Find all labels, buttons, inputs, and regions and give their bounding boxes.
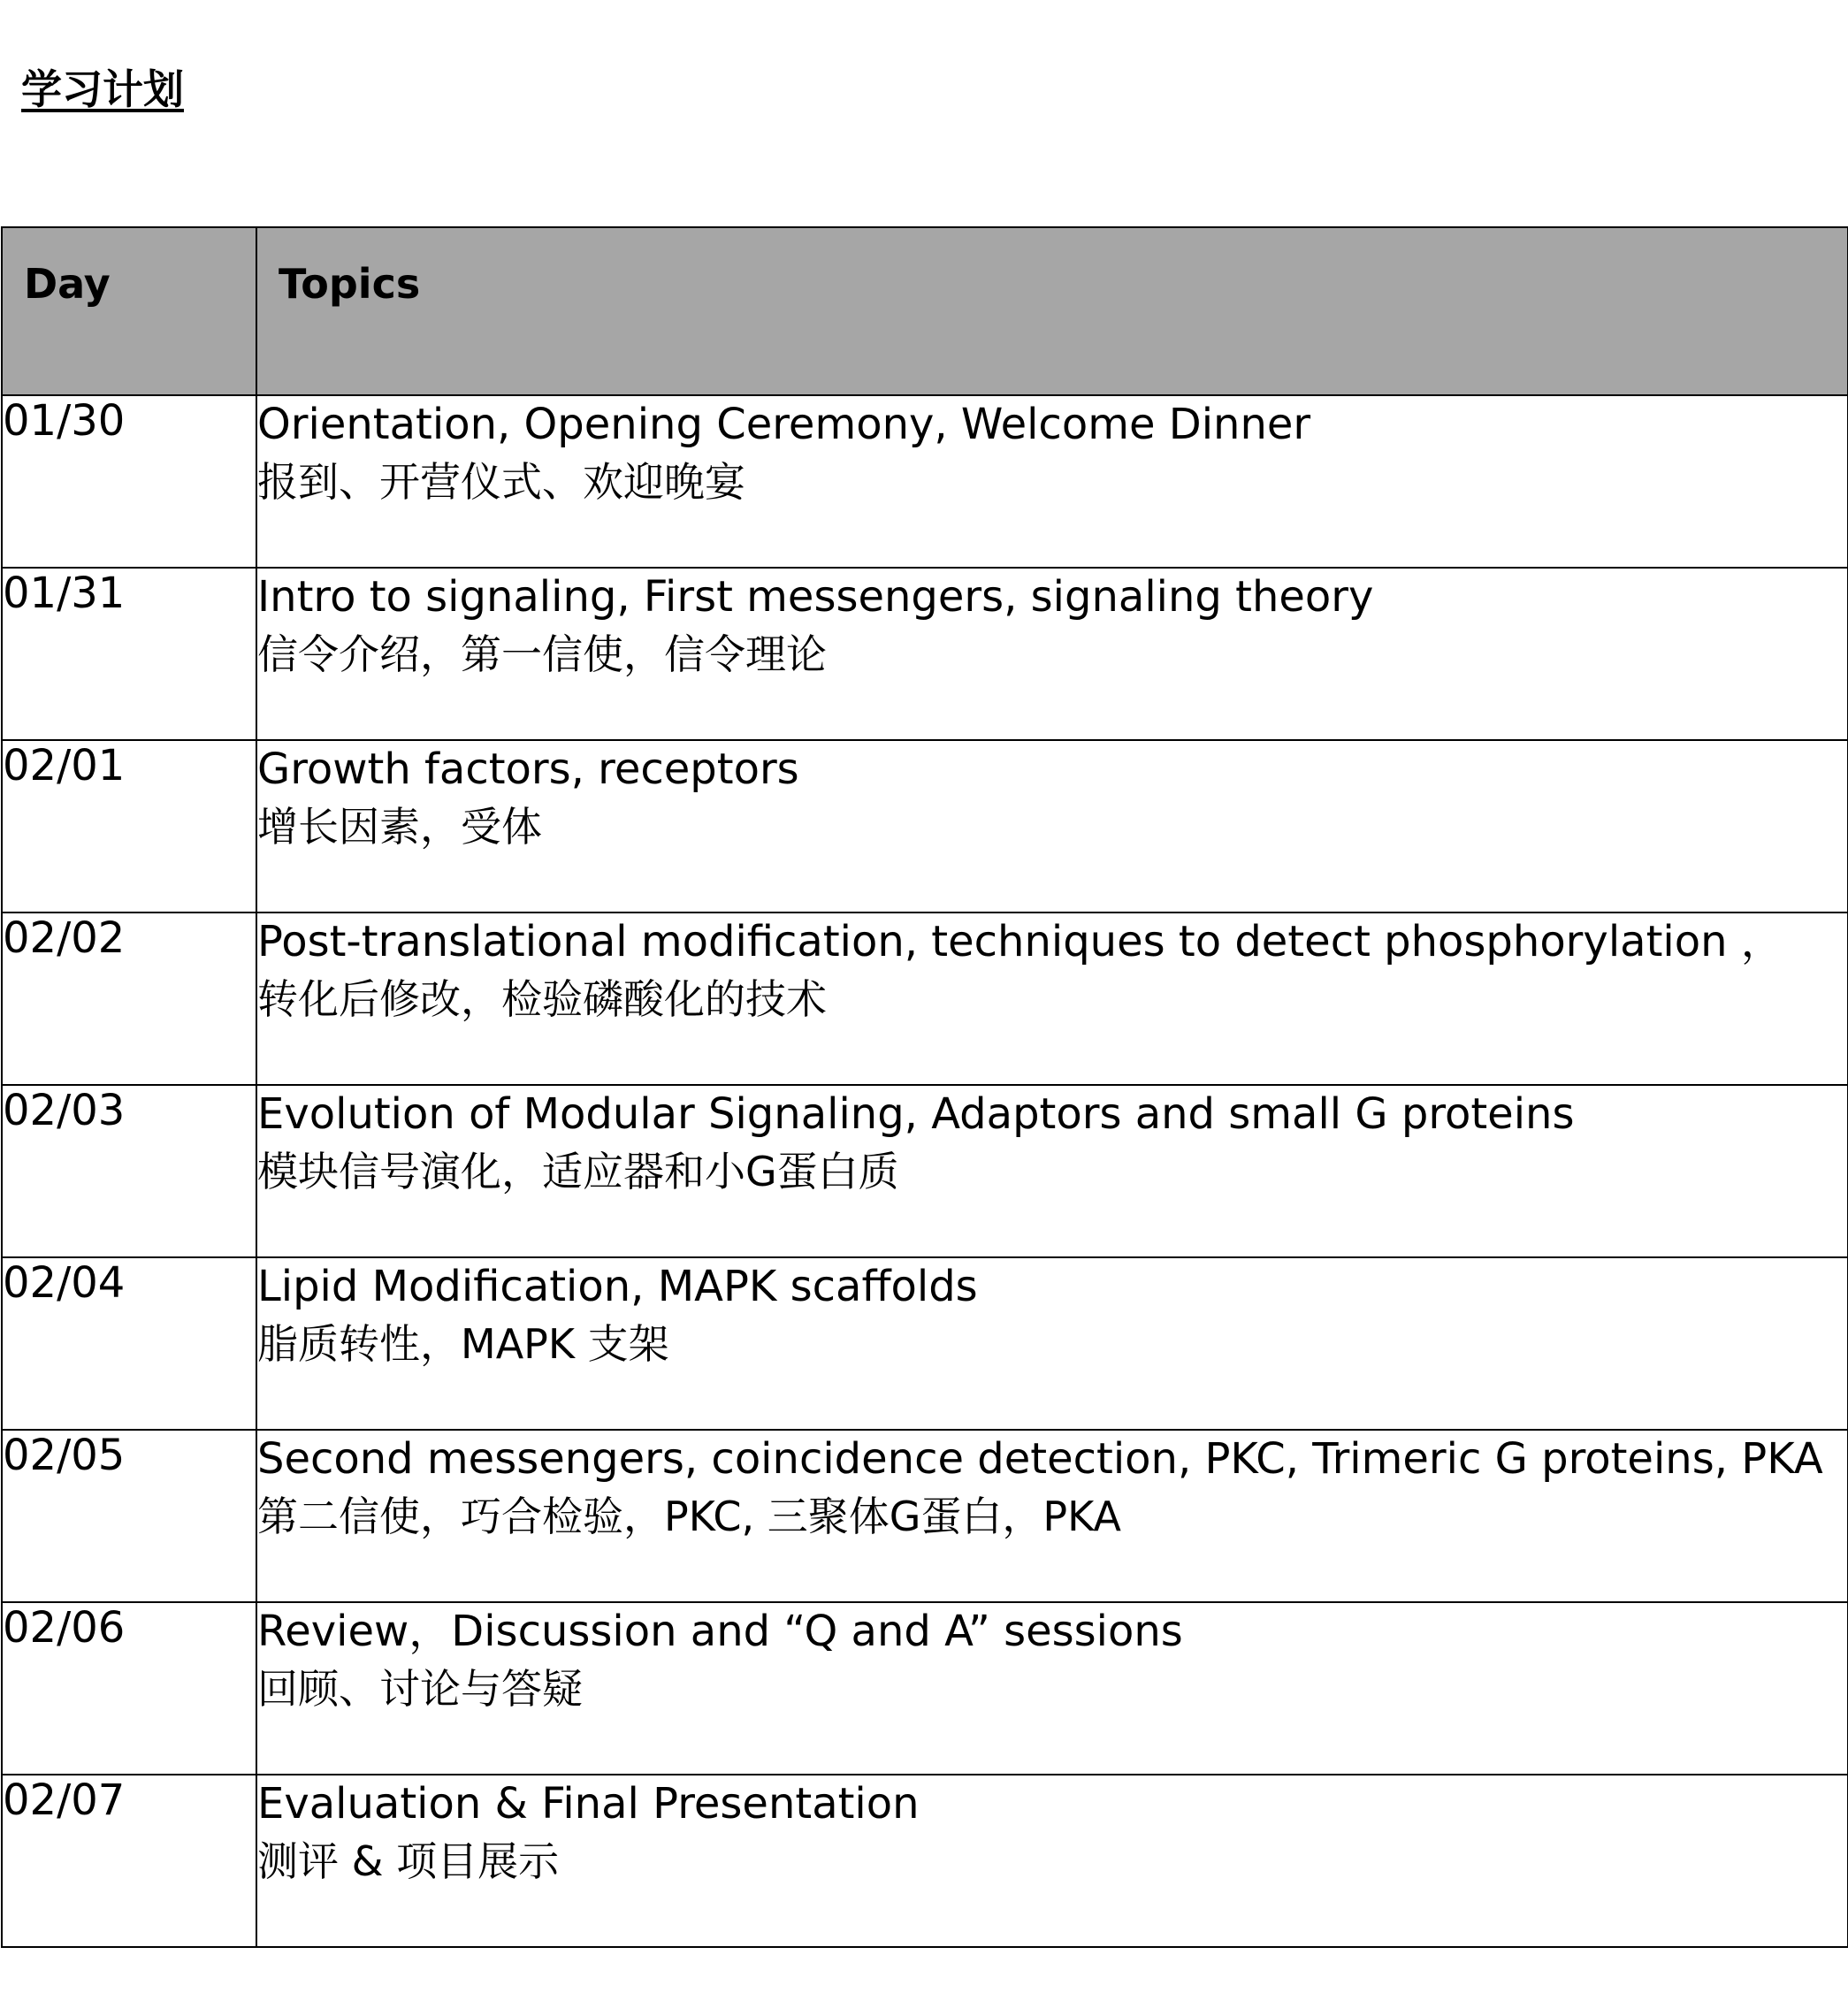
day-cell: 01/30 (2, 395, 256, 568)
day-cell: 02/01 (2, 740, 256, 913)
topic-cell (256, 740, 1848, 913)
topic-cell (256, 1085, 1848, 1257)
column-header-day: Day (2, 227, 256, 395)
page-title: 学习计划 (21, 65, 184, 113)
day-cell: 02/04 (2, 1257, 256, 1430)
table-row (2, 740, 1848, 913)
topic-cell (256, 913, 1848, 1085)
day-cell: 02/05 (2, 1430, 256, 1602)
table-header-row (2, 227, 1848, 395)
topic-chinese: 报到、开营仪式、欢迎晚宴 (257, 458, 745, 506)
schedule-table (1, 226, 1848, 1948)
topic-english: Post-translational modification, techniques to detect phosphorylation ， (257, 917, 1783, 966)
table-row (2, 1257, 1848, 1430)
topic-english: Orientation, Opening Ceremony, Welcome Dinner (257, 400, 1311, 449)
topic-chinese: 回顾、讨论与答疑 (257, 1665, 583, 1713)
topic-cell (256, 1257, 1848, 1430)
day-cell: 01/31 (2, 568, 256, 740)
topic-chinese: 脂质转性，MAPK 支架 (257, 1320, 669, 1368)
day-cell: 02/07 (2, 1775, 256, 1947)
day-cell: 02/06 (2, 1602, 256, 1775)
column-header-topics: Topics (256, 227, 1848, 395)
topic-chinese: 信令介绍，第一信使，信令理论 (257, 630, 827, 678)
topic-cell (256, 1430, 1848, 1602)
topic-english: Lipid Modification, MAPK scaffolds (257, 1262, 978, 1311)
topic-english: Review，Discussion and “Q and A” sessions (257, 1607, 1183, 1656)
day-cell: 02/03 (2, 1085, 256, 1257)
topic-chinese: 测评 & 项目展示 (257, 1837, 560, 1885)
topic-chinese: 模块信号演化，适应器和小G蛋白质 (257, 1148, 899, 1195)
topic-english: Evolution of Modular Signaling, Adaptors and small G proteins (257, 1089, 1575, 1139)
topic-cell (256, 395, 1848, 568)
table-row (2, 568, 1848, 740)
topic-english: Second messengers, coincidence detection, PKC, Trimeric G proteins, PKA (257, 1434, 1823, 1484)
table-row (2, 395, 1848, 568)
table-row (2, 1775, 1848, 1947)
topic-english: Intro to signaling, First messengers, signaling theory (257, 572, 1374, 622)
topic-cell (256, 1775, 1848, 1947)
topic-chinese: 转化后修改，检验磷酸化的技术 (257, 975, 827, 1023)
table-row (2, 1430, 1848, 1602)
table-row (2, 1085, 1848, 1257)
table-row (2, 913, 1848, 1085)
topic-cell (256, 568, 1848, 740)
topic-cell (256, 1602, 1848, 1775)
topic-chinese: 第二信使，巧合检验，PKC, 三聚体G蛋白，PKA (257, 1493, 1121, 1540)
topic-chinese: 增长因素，受体 (257, 803, 542, 851)
day-cell: 02/02 (2, 913, 256, 1085)
topic-english: Growth factors, receptors (257, 745, 799, 794)
topic-english: Evaluation & Final Presentation (257, 1779, 920, 1829)
table-row (2, 1602, 1848, 1775)
